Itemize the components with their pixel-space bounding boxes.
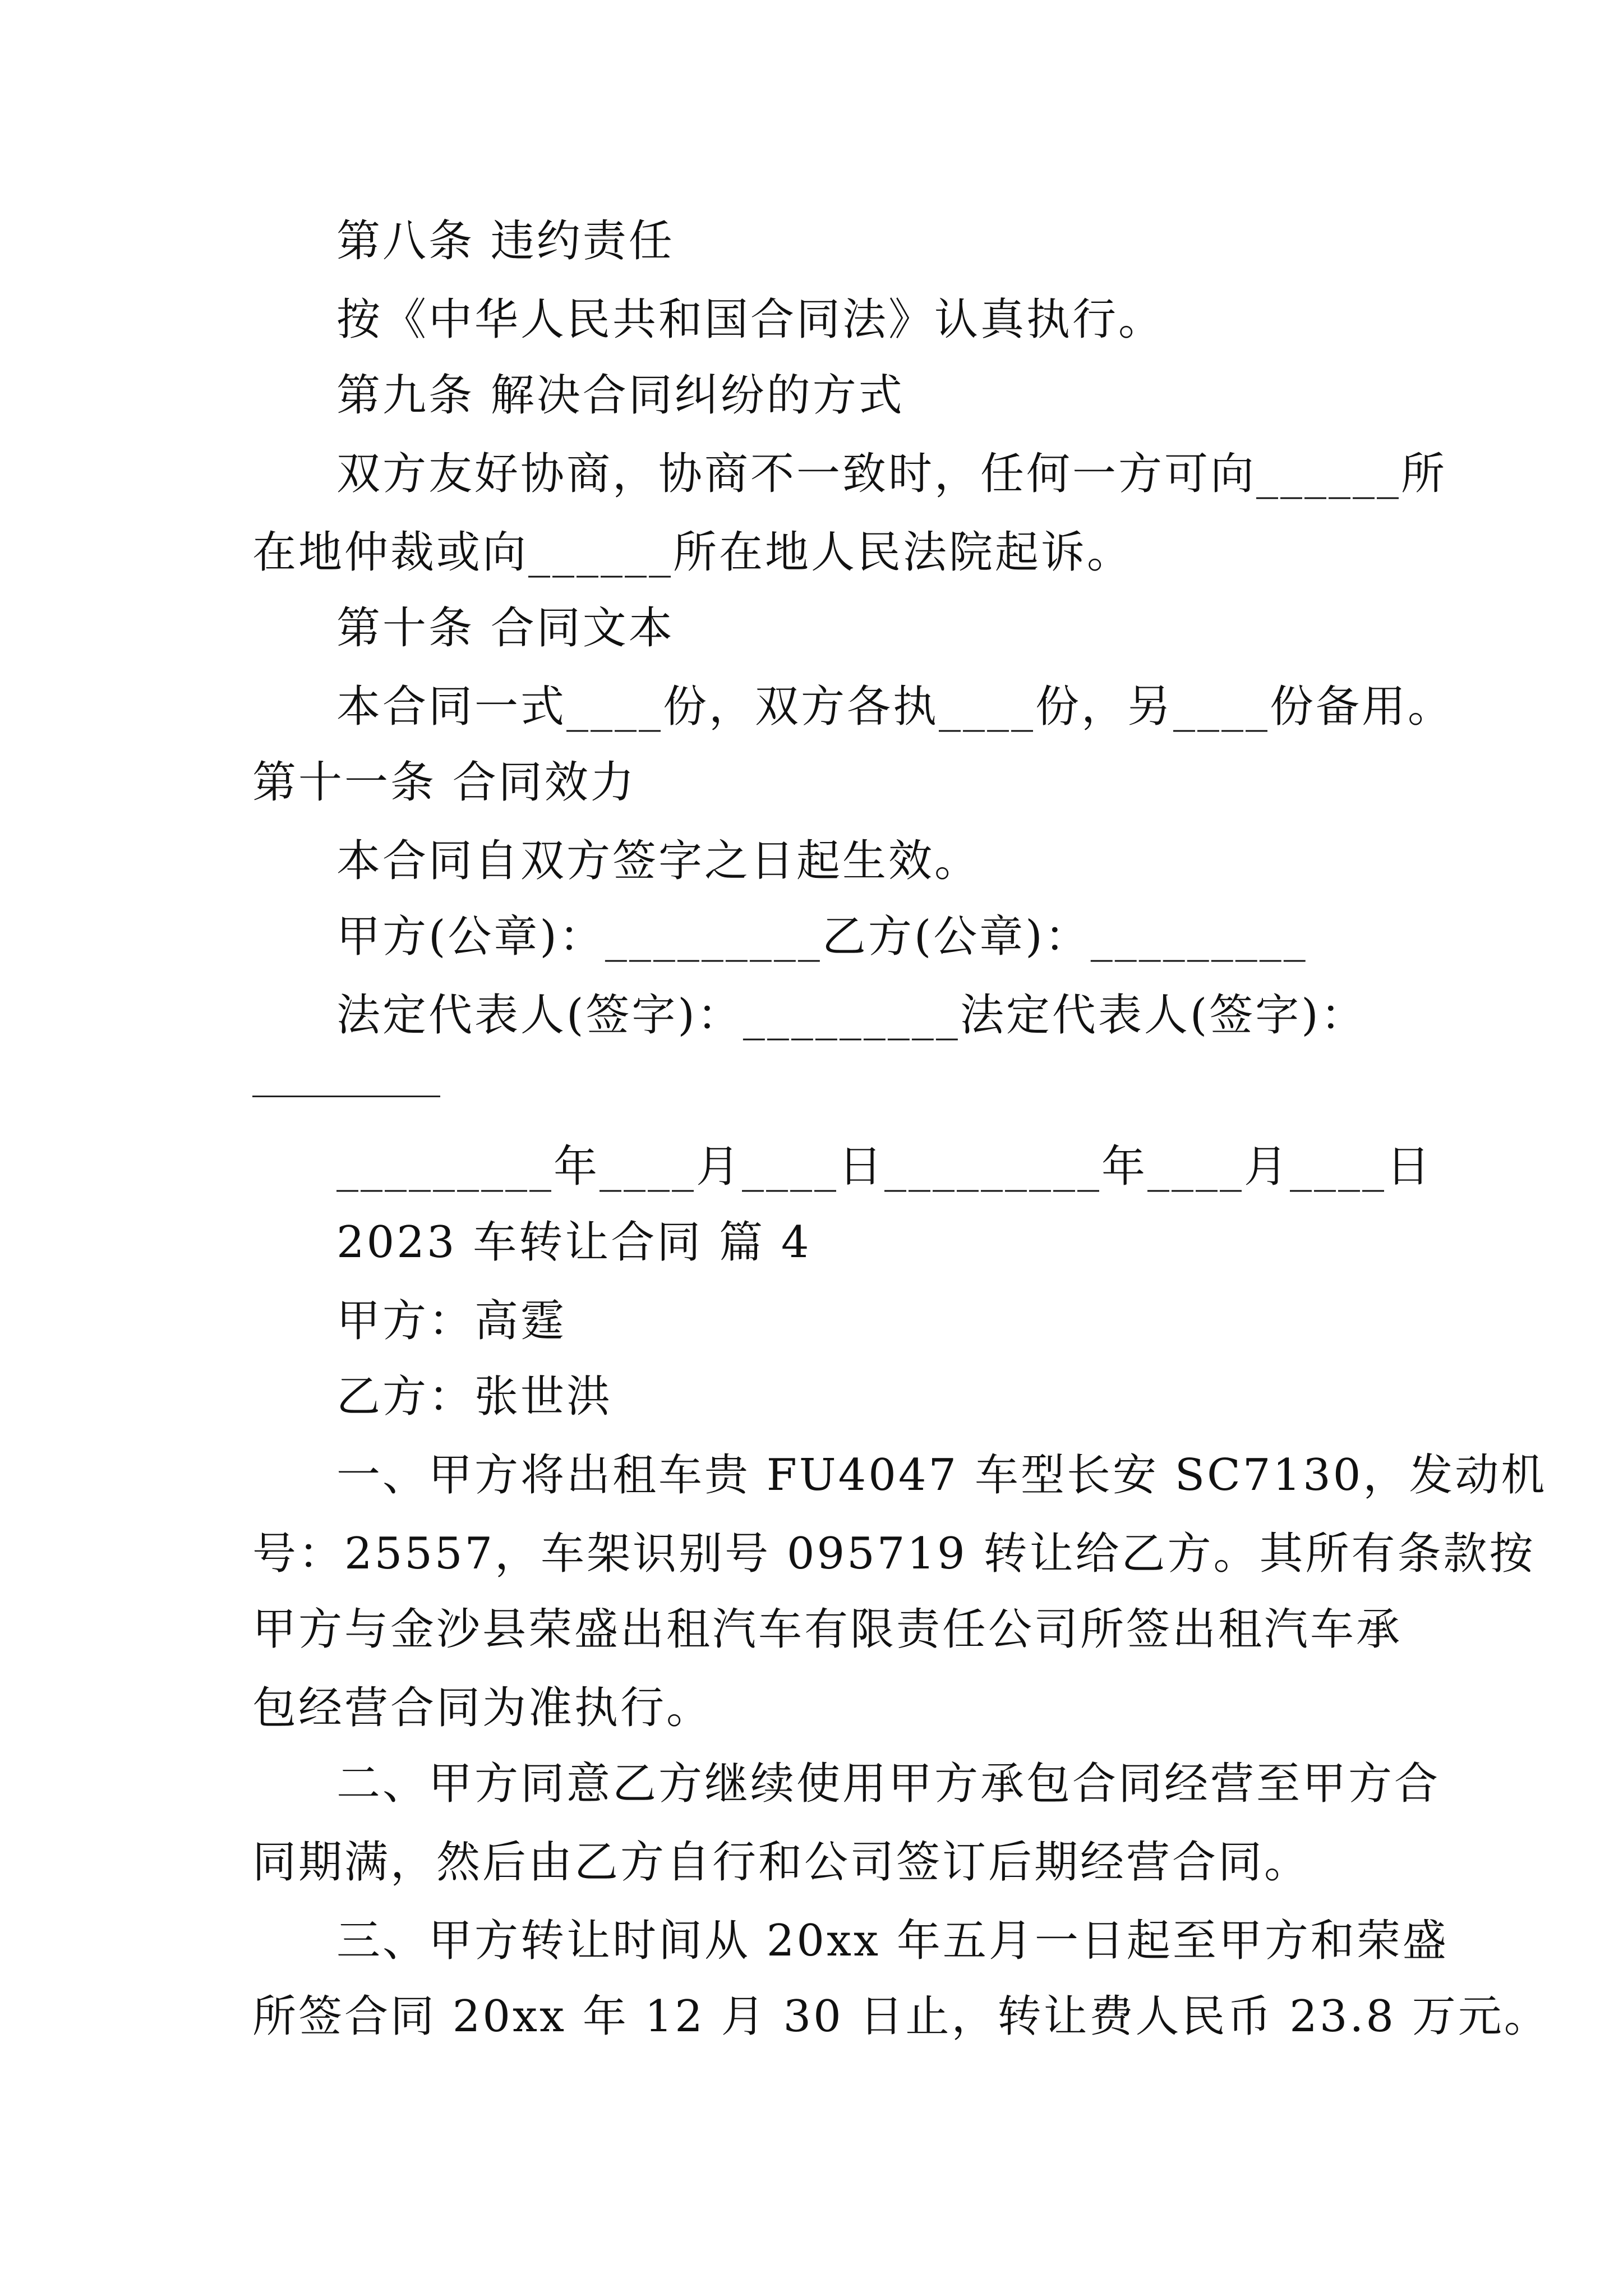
clause-3-line: 三、甲方转让时间从 20xx 年五月一日起至甲方和荣盛 xyxy=(336,1916,1449,1966)
party-a-line: 甲方：高霆 xyxy=(336,1296,567,1346)
paragraph-line: 按《中华人民共和国合同法》认真执行。 xyxy=(336,295,1165,345)
article-9-heading: 第九条 解决合同纠纷的方式 xyxy=(336,370,905,421)
clause-1-line: 一、甲方将出租车贵 FU4047 车型长安 SC7130，发动机 xyxy=(336,1450,1547,1501)
article-8-heading: 第八条 违约责任 xyxy=(336,216,675,266)
date-line: _________年____月____日_________年____月____日 xyxy=(336,1142,1433,1192)
article-10-heading: 第十条 合同文本 xyxy=(336,603,675,654)
article-11-heading: 第十一条 合同效力 xyxy=(252,757,637,808)
clause-2-line: 同期满，然后由乙方自行和公司签订后期经营合同。 xyxy=(252,1837,1311,1888)
clause-1-line: 号：25557，车架识别号 095719 转让给乙方。其所有条款按 xyxy=(252,1529,1536,1579)
clause-1-line: 甲方与金沙县荣盛出租汽车有限责任公司所签出租汽车承 xyxy=(252,1604,1403,1655)
paragraph-line: 双方友好协商，协商不一致时，任何一方可向______所 xyxy=(336,449,1447,499)
party-b-line: 乙方：张世洪 xyxy=(336,1372,613,1422)
paragraph-line: 在地仲裁或向______所在地人民法院起诉。 xyxy=(252,527,1133,578)
clause-2-line: 二、甲方同意乙方继续使用甲方承包合同经营至甲方合 xyxy=(336,1759,1441,1809)
representative-sign-line: 法定代表人(签字)：_________法定代表人(签字)： xyxy=(336,990,1367,1041)
party-seal-line: 甲方(公章)：_________乙方(公章)：_________ xyxy=(336,912,1308,962)
paragraph-line: 本合同一式____份，双方各执____份，另____份备用。 xyxy=(336,682,1454,732)
clause-1-line: 包经营合同为准执行。 xyxy=(252,1683,713,1733)
signature-blank-rule xyxy=(252,1096,440,1097)
paragraph-line: 本合同自双方签字之日起生效。 xyxy=(336,836,981,886)
clause-3-line: 所签合同 20xx 年 12 月 30 日止，转让费人民币 23.8 万元。 xyxy=(252,1991,1550,2042)
section-title: 2023 车转让合同 篇 4 xyxy=(336,1217,811,1268)
